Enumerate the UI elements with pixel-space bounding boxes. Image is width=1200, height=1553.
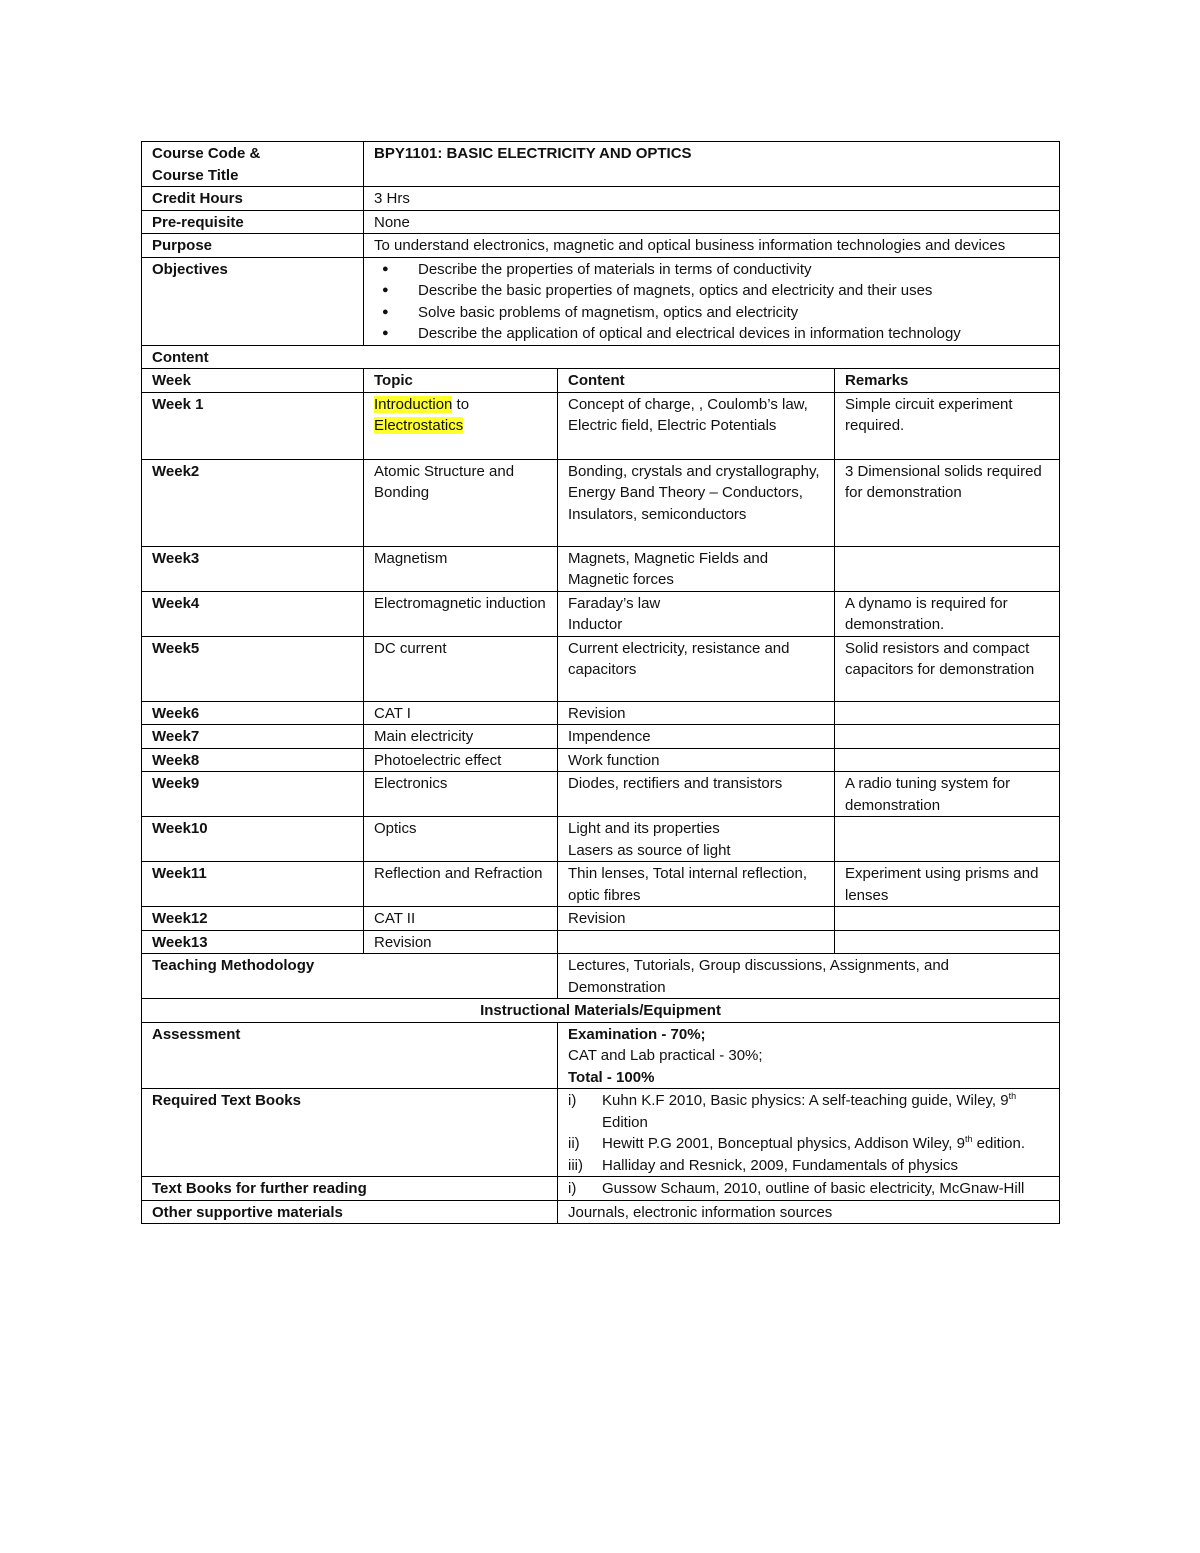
book-text [602, 1133, 1049, 1155]
credit-hours-value: 3 Hrs [364, 187, 1060, 211]
week-cell: Week8 [142, 748, 364, 772]
list-item [568, 1133, 1049, 1155]
book-edition: edition. [972, 1135, 1026, 1152]
required-books-cell [558, 1089, 1060, 1177]
topic-cell: Revision [364, 930, 558, 954]
list-number: i) [568, 1092, 577, 1109]
content-cell: Bonding, crystals and crystallography, Energy Band Theory – Conductors, Insulators, semiconductors [558, 459, 835, 546]
list-item [568, 1090, 1049, 1133]
required-books-label: Required Text Books [142, 1089, 558, 1177]
table-row [142, 907, 1060, 931]
content-cell: Impendence [558, 725, 835, 749]
content-cell [558, 591, 835, 636]
list-number: ii) [568, 1135, 580, 1152]
credit-hours-row [142, 187, 1060, 211]
remarks-cell: Simple circuit experiment required. [835, 392, 1060, 459]
remarks-cell: A radio tuning system for demonstration [835, 772, 1060, 817]
table-row [142, 930, 1060, 954]
topic-text: to [452, 395, 470, 413]
teaching-methodology-label: Teaching Methodology [142, 954, 558, 999]
course-code-row [142, 142, 1060, 187]
course-outline-document [141, 141, 1059, 1224]
topic-column-header: Topic [364, 369, 558, 393]
list-number: i) [568, 1180, 577, 1197]
remarks-cell [835, 725, 1060, 749]
purpose-row [142, 234, 1060, 258]
topic-cell [364, 392, 558, 459]
superscript: th [1008, 1091, 1017, 1101]
course-code-label: Course Code & [152, 145, 261, 162]
week-column-header: Week [142, 369, 364, 393]
week-cell: Week9 [142, 772, 364, 817]
prerequisite-value: None [364, 210, 1060, 234]
table-row [142, 636, 1060, 701]
book-edition: Edition [602, 1113, 648, 1131]
content-cell: Concept of charge, , Coulomb’s law, Electric field, Electric Potentials [558, 392, 835, 459]
content-line: Lasers as source of light [568, 841, 731, 859]
topic-cell: Atomic Structure and Bonding [364, 459, 558, 546]
course-outline-table [141, 141, 1060, 1224]
objective-item: ● Describe the basic properties of magnets, optics and electricity and their uses [400, 280, 1049, 302]
assessment-cat: CAT and Lab practical - 30%; [568, 1047, 763, 1064]
content-cell: Revision [558, 907, 835, 931]
content-cell: Revision [558, 701, 835, 725]
content-line: Faraday’s law [568, 594, 661, 612]
table-row [142, 392, 1060, 459]
content-cell: Work function [558, 748, 835, 772]
objectives-cell [364, 257, 1060, 345]
week-cell: Week7 [142, 725, 364, 749]
prerequisite-row [142, 210, 1060, 234]
remarks-cell: Solid resistors and compact capacitors for demonstration [835, 636, 1060, 701]
other-materials-label: Other supportive materials [142, 1200, 558, 1224]
assessment-label: Assessment [142, 1022, 558, 1089]
topic-cell: Optics [364, 817, 558, 862]
topic-cell: Electromagnetic induction [364, 591, 558, 636]
teaching-methodology-value: Lectures, Tutorials, Group discussions, Assignments, and Demonstration [558, 954, 1060, 999]
credit-hours-label: Credit Hours [142, 187, 364, 211]
topic-cell: Main electricity [364, 725, 558, 749]
book-title: Kuhn K.F 2010, Basic physics: A self-teaching guide, Wiley, 9 [602, 1092, 1009, 1109]
course-code-label-cell [142, 142, 364, 187]
content-cell: Thin lenses, Total internal reflection, optic fibres [558, 862, 835, 907]
book-title: Halliday and Resnick, 2009, Fundamentals of physics [602, 1156, 959, 1174]
further-reading-list [568, 1178, 1049, 1200]
remarks-cell [835, 817, 1060, 862]
table-row [142, 725, 1060, 749]
required-books-list [568, 1090, 1049, 1176]
week-cell: Week13 [142, 930, 364, 954]
topic-cell: Reflection and Refraction [364, 862, 558, 907]
assessment-exam: Examination - 70%; [568, 1025, 706, 1043]
topic-cell: DC current [364, 636, 558, 701]
instructional-materials-heading: Instructional Materials/Equipment [142, 999, 1060, 1023]
content-line: Light and its properties [568, 820, 720, 837]
superscript: th [964, 1134, 973, 1144]
week-cell: Week11 [142, 862, 364, 907]
objectives-list [374, 259, 1049, 345]
week-cell: Week12 [142, 907, 364, 931]
list-item [568, 1178, 1049, 1200]
purpose-label: Purpose [142, 234, 364, 258]
content-cell: Diodes, rectifiers and transistors [558, 772, 835, 817]
week-cell: Week6 [142, 701, 364, 725]
objective-item: ● Describe the application of optical and electrical devices in information technology [400, 323, 1049, 345]
topic-cell: Electronics [364, 772, 558, 817]
course-code-value: BPY1101: BASIC ELECTRICITY AND OPTICS [364, 142, 1060, 187]
table-row [142, 748, 1060, 772]
topic-cell: CAT II [364, 907, 558, 931]
week-cell: Week4 [142, 591, 364, 636]
topic-cell: Magnetism [364, 546, 558, 591]
objective-item: ● Solve basic problems of magnetism, optics and electricity [400, 302, 1049, 324]
content-cell: Magnets, Magnetic Fields and Magnetic forces [558, 546, 835, 591]
book-title: Gussow Schaum, 2010, outline of basic electricity, McGnaw-Hill [602, 1180, 1025, 1197]
highlighted-text: Electrostatics [374, 417, 464, 434]
week-cell: Week2 [142, 459, 364, 546]
list-number: iii) [568, 1156, 583, 1174]
topic-cell: Photoelectric effect [364, 748, 558, 772]
objectives-label: Objectives [142, 257, 364, 345]
objectives-row [142, 257, 1060, 345]
assessment-cell [558, 1022, 1060, 1089]
further-reading-label: Text Books for further reading [142, 1177, 558, 1201]
schedule-header-row [142, 369, 1060, 393]
remarks-cell: 3 Dimensional solids required for demonstration [835, 459, 1060, 546]
content-heading: Content [142, 345, 1060, 369]
book-text [602, 1090, 1049, 1133]
instructional-materials-row [142, 999, 1060, 1023]
further-reading-cell [558, 1177, 1060, 1201]
topic-cell: CAT I [364, 701, 558, 725]
remarks-cell: Experiment using prisms and lenses [835, 862, 1060, 907]
remarks-cell [835, 748, 1060, 772]
teaching-methodology-row [142, 954, 1060, 999]
list-item [568, 1155, 1049, 1177]
content-line: Inductor [568, 616, 623, 633]
highlighted-text: Introduction [374, 395, 453, 413]
table-row [142, 862, 1060, 907]
remarks-cell [835, 907, 1060, 931]
remarks-cell [835, 546, 1060, 591]
further-reading-row [142, 1177, 1060, 1201]
content-cell [558, 930, 835, 954]
content-column-header: Content [558, 369, 835, 393]
assessment-total: Total - 100% [568, 1068, 655, 1086]
remarks-column-header: Remarks [835, 369, 1060, 393]
table-row [142, 459, 1060, 546]
table-row [142, 591, 1060, 636]
required-books-row [142, 1089, 1060, 1177]
week-cell: Week5 [142, 636, 364, 701]
content-cell: Current electricity, resistance and capacitors [558, 636, 835, 701]
remarks-cell: A dynamo is required for demonstration. [835, 591, 1060, 636]
assessment-row [142, 1022, 1060, 1089]
remarks-cell [835, 930, 1060, 954]
table-row [142, 701, 1060, 725]
table-row [142, 772, 1060, 817]
table-row [142, 817, 1060, 862]
week-cell: Week 1 [142, 392, 364, 459]
objective-item: ● Describe the properties of materials in terms of conductivity [400, 259, 1049, 281]
purpose-value: To understand electronics, magnetic and optical business information technologies and devices [364, 234, 1060, 258]
book-title: Hewitt P.G 2001, Bonceptual physics, Addison Wiley, 9 [602, 1135, 965, 1152]
course-title-label: Course Title [152, 166, 239, 184]
remarks-cell [835, 701, 1060, 725]
week-cell: Week10 [142, 817, 364, 862]
content-heading-row [142, 345, 1060, 369]
table-row [142, 546, 1060, 591]
prerequisite-label: Pre-requisite [142, 210, 364, 234]
other-materials-value: Journals, electronic information sources [558, 1200, 1060, 1224]
content-cell [558, 817, 835, 862]
other-materials-row [142, 1200, 1060, 1224]
week-cell: Week3 [142, 546, 364, 591]
